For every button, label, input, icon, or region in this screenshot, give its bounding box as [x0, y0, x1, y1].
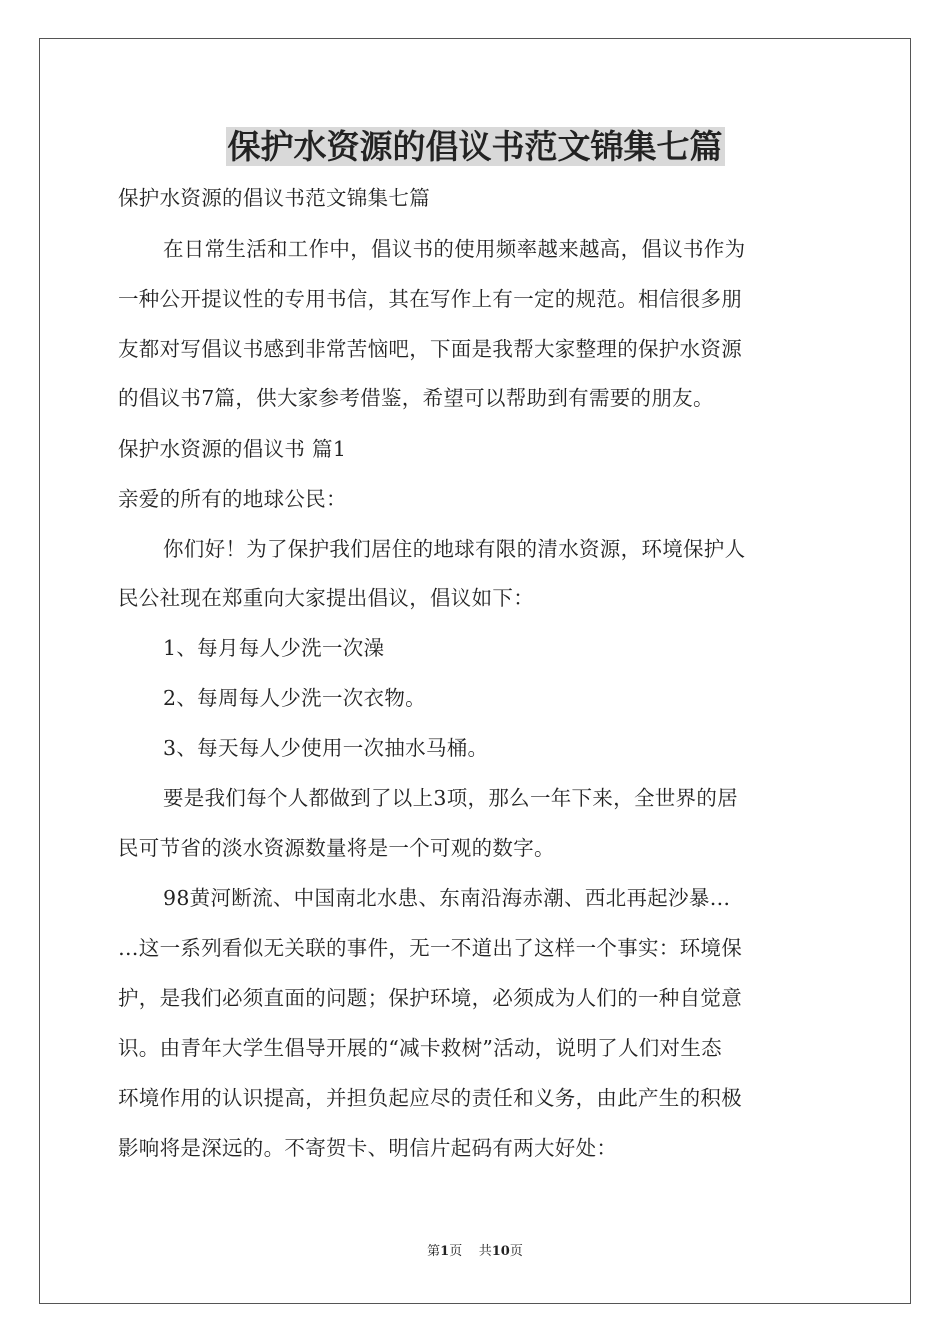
salutation: 亲爱的所有的地球公民： [118, 487, 347, 511]
subtitle-line: 保护水资源的倡议书范文锦集七篇 [118, 186, 430, 210]
paragraph-line: 你们好！为了保护我们居住的地球有限的清水资源，环境保护人 [163, 537, 746, 561]
page-border [39, 38, 911, 1304]
list-item: 2、每周每人少洗一次衣物。 [163, 686, 426, 710]
paragraph-line: 友都对写倡议书感到非常苦恼吧，下面是我帮大家整理的保护水资源 [118, 337, 742, 361]
list-item: 1、每月每人少洗一次澡 [163, 636, 385, 660]
paragraph-line: 的倡议书7篇，供大家参考借鉴，希望可以帮助到有需要的朋友。 [118, 386, 714, 410]
paragraph-line: 一种公开提议性的专用书信，其在写作上有一定的规范。相信很多朋 [118, 287, 742, 311]
paragraph-line: …这一系列看似无关联的事件，无一不道出了这样一个事实：环境保 [118, 936, 742, 960]
paragraph-line: 护，是我们必须直面的问题；保护环境，必须成为人们的一种自觉意 [118, 986, 742, 1010]
page-footer: 第1页 共10页 [427, 1244, 523, 1259]
paragraph-line: 98黄河断流、中国南北水患、东南沿海赤潮、西北再起沙暴… [163, 886, 731, 910]
paragraph-line: 在日常生活和工作中，倡议书的使用频率越来越高，倡议书作为 [163, 237, 746, 261]
paragraph-line: 影响将是深远的。不寄贺卡、明信片起码有两大好处： [118, 1136, 618, 1160]
document-title: 保护水资源的倡议书范文锦集七篇 [227, 127, 723, 166]
paragraph-line: 环境作用的认识提高，并担负起应尽的责任和义务，由此产生的积极 [118, 1086, 742, 1110]
paragraph-line: 识。由青年大学生倡导开展的“减卡救树”活动，说明了人们对生态 [118, 1036, 722, 1060]
list-item: 3、每天每人少使用一次抽水马桶。 [163, 736, 489, 760]
paragraph-line: 民公社现在郑重向大家提出倡议，倡议如下： [118, 586, 534, 610]
paragraph-line: 民可节省的淡水资源数量将是一个可观的数字。 [118, 836, 555, 860]
section-heading: 保护水资源的倡议书 篇1 [118, 437, 347, 461]
paragraph-line: 要是我们每个人都做到了以上3项，那么一年下来，全世界的居 [163, 786, 738, 810]
